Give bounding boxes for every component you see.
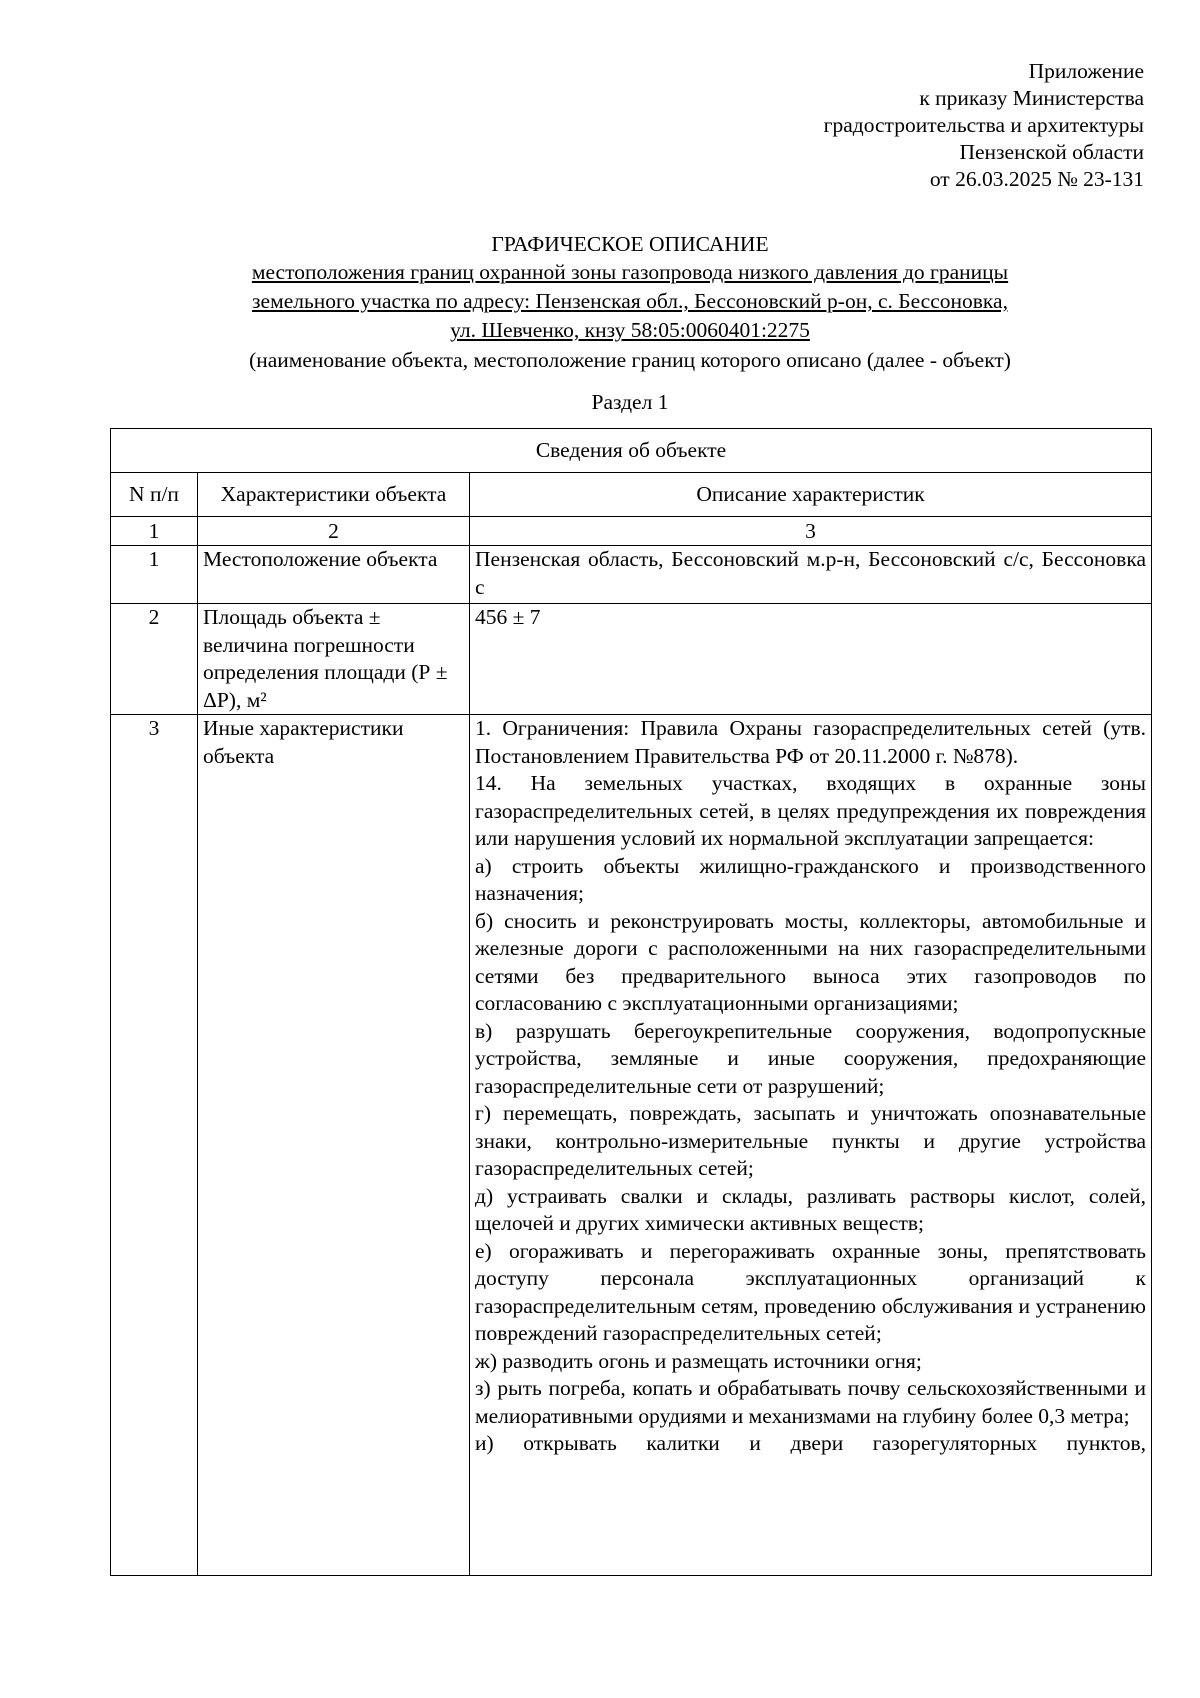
table-row [111,546,1152,604]
restriction-item-v: в) разрушать берегоукрепительные сооружения, водопропускные устройства, земляные и иные сооружения, предохраняющие газораспределительные сети от разрушений; [475,1018,1146,1098]
description-paragraph: 456 ± 7 [475,605,541,629]
column-number-3: 3 [470,517,1152,546]
restriction-item-z: з) рыть погреба, копать и обрабатывать почву сельскохозяйственными и мелиоративными орудиями и механизмами на глубину более 0,3 метра; [475,1376,1146,1428]
object-description-line-3: ул. Шевченко, кнзу 58:05:0060401:2275 [450,318,810,342]
approval-line-date-number: от 26.03.2025 № 23-131 [929,167,1144,191]
restriction-item-b: б) сносить и реконструировать мосты, коллекторы, автомобильные и железные дороги с расположенными на них газораспределительными сетями без предварительного выноса этих газопроводов по согласованию с эксплуатационными организациями; [475,908,1146,1015]
restriction-item-e: е) огораживать и перегораживать охранные зоны, препятствовать доступу персонала эксплуатационных организаций к газораспределительным сетям, проведению обслуживания и устранению повреждений газораспределительных сетей; [475,1238,1146,1345]
description-paragraph: Пензенская область, Бессоновский м.р-н, Бессоновский с/с, Бессоновка с [475,547,1146,599]
row-number: 1 [111,546,198,604]
header-description: Описание характеристик [470,473,1152,517]
header-number: N п/п [111,473,198,517]
column-number-1: 1 [111,517,198,546]
row-characteristic: Местоположение объекта [198,546,470,604]
approval-line-order: к приказу Министерства [919,86,1144,110]
restriction-item-zh: ж) разводить огонь и размещать источники огня; [475,1348,922,1373]
row-description [470,604,1152,715]
approval-line-appendix: Приложение [1028,59,1144,83]
row-description [470,715,1152,1576]
object-description-line-1: местоположения границ охранной зоны газопровода низкого давления до границы [251,260,1009,284]
column-number-row [111,517,1152,546]
restriction-item-i: и) открывать калитки и двери газорегуляторных пунктов, [475,1431,1146,1455]
row-characteristic: Иные характеристики объекта [198,715,470,1576]
table-row [111,604,1152,715]
table-caption-row [111,429,1152,473]
row-number: 3 [111,715,198,1576]
restriction-item-g: г) перемещать, повреждать, засыпать и уничтожать опознавательные знаки, контрольно-измерительные пункты и другие устройства газораспределительных сетей; [475,1101,1146,1180]
object-info-table [110,428,1152,1576]
row-characteristic: Площадь объекта ± величина погрешности определения площади (Р ± ΔР), м² [198,604,470,715]
column-number-2: 2 [198,517,470,546]
approval-line-region: Пензенской области [959,140,1144,164]
restriction-item-d: д) устраивать свалки и склады, разливать растворы кислот, солей, щелочей и других химически активных веществ; [475,1183,1146,1235]
row-description [470,546,1152,604]
row-number: 2 [111,604,198,715]
document-title-block [110,230,1150,416]
object-name-note: (наименование объекта, местоположение границ которого описано (далее - объект) [249,348,1011,372]
header-characteristic: Характеристики объекта [198,473,470,517]
table-header-row [111,473,1152,517]
approval-line-ministry: градостроительства и архитектуры [823,113,1144,137]
object-description-line-2: земельного участка по адресу: Пензенская обл., Бессоновский р-он, с. Бессоновка, [252,289,1008,313]
table-caption: Сведения об объекте [111,429,1152,473]
document-heading: ГРАФИЧЕСКОЕ ОПИСАНИЕ [491,232,769,256]
section-title: Раздел 1 [591,390,669,414]
restriction-paragraph-14: 14. На земельных участках, входящих в охранные зоны газораспределительных сетей, в целях предупреждения их повреждения или нарушения условий их нормальной эксплуатации запрещается: [475,771,1146,850]
restriction-item-a: а) строить объекты жилищно-гражданского и производственного назначения; [475,853,1146,905]
table-row [111,715,1152,1576]
approval-block [824,58,1144,193]
restriction-paragraph-rules: 1. Ограничения: Правила Охраны газораспределительных сетей (утв. Постановлением Правительства РФ от 20.11.2000 г. №878). [475,716,1146,768]
